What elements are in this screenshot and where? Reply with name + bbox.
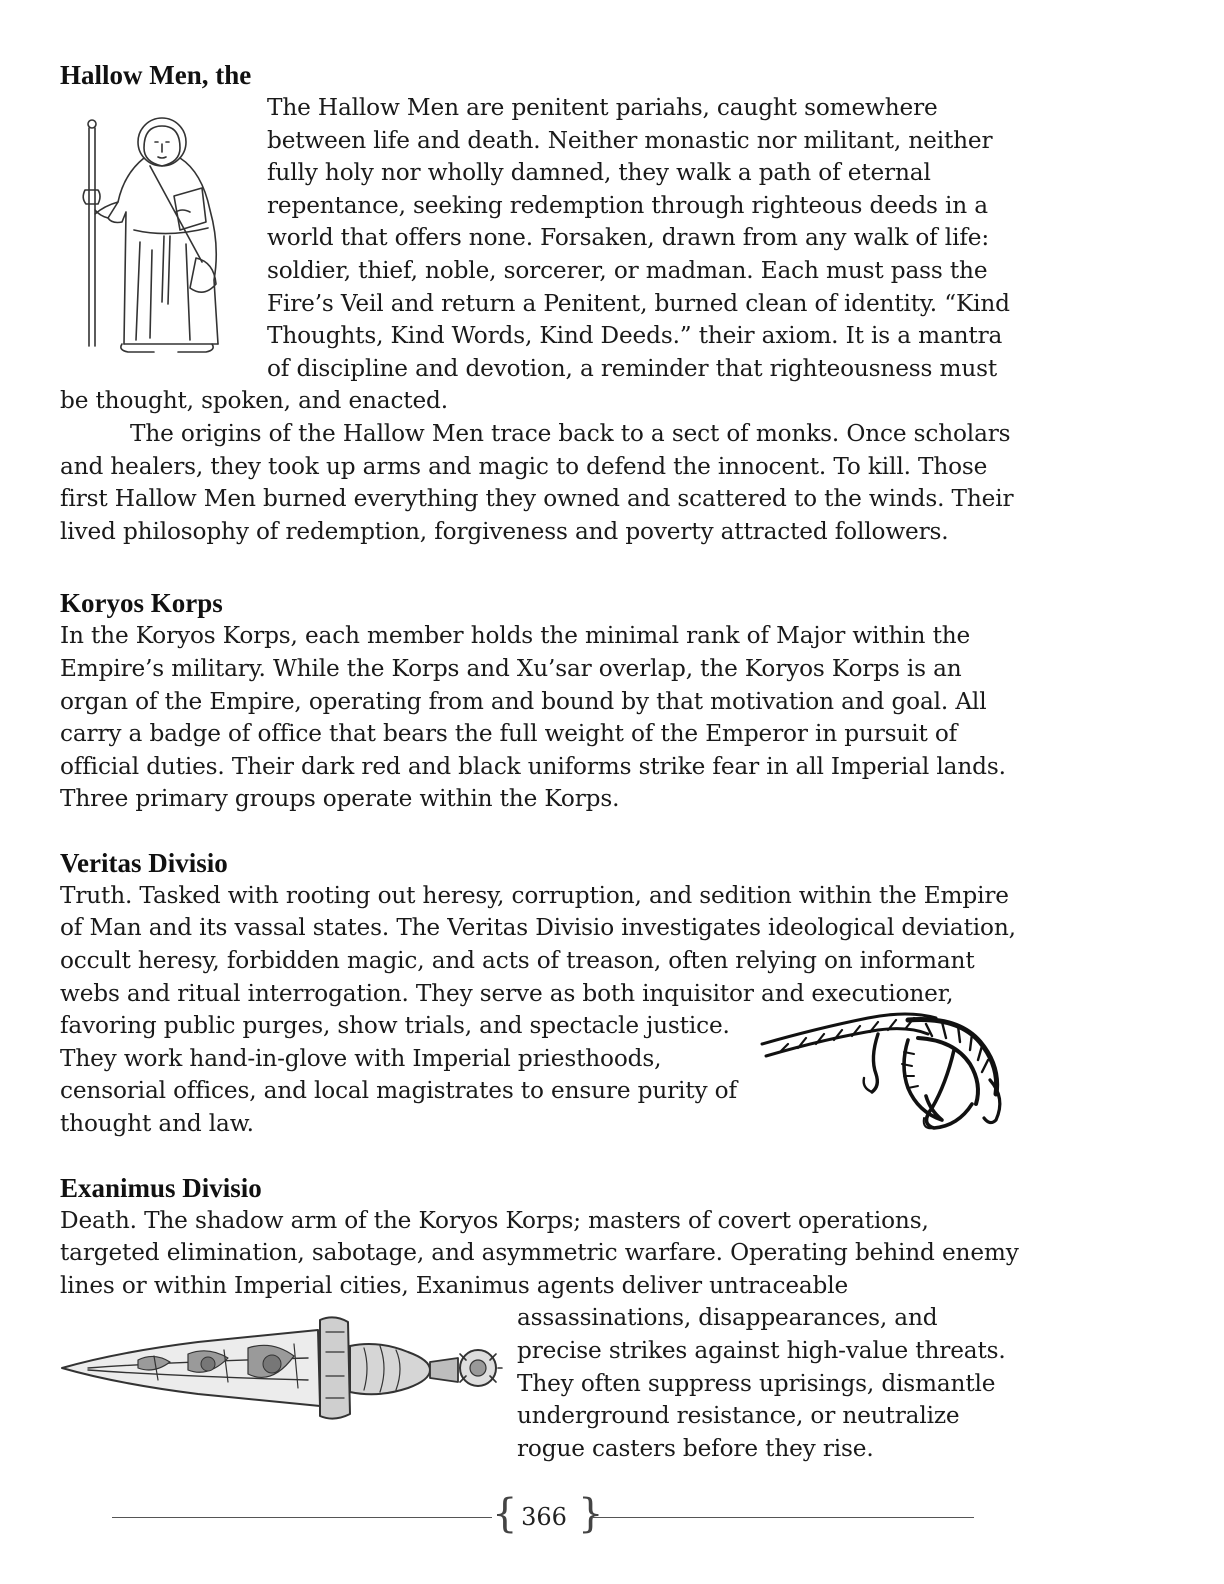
text-line: Truth. Tasked with rooting out heresy, corruption, and sedition within the Empire: [60, 881, 1009, 909]
text-line: occult heresy, forbidden magic, and acts of treason, often relying on informant: [60, 947, 975, 975]
text-line: rogue casters before they rise.: [517, 1434, 874, 1462]
monk-illustration: [78, 112, 230, 356]
text-line: webs and ritual interrogation. They serve as both inquisitor and executioner,: [60, 979, 954, 1007]
text-line: of discipline and devotion, a reminder that righteousness must: [267, 354, 998, 382]
left-brace-icon: {: [492, 1491, 518, 1537]
text-line: of Man and its vassal states. The Veritas Divisio investigates ideological deviation,: [60, 914, 1016, 942]
text-line: between life and death. Neither monastic nor militant, neither: [267, 126, 993, 154]
text-line: lived philosophy of redemption, forgiveness and poverty attracted followers.: [60, 517, 949, 545]
footer-rule-left: [112, 1517, 492, 1518]
text-line: In the Koryos Korps, each member holds the minimal rank of Major within the: [60, 622, 971, 650]
text-line: soldier, thief, noble, sorcerer, or madman. Each must pass the: [267, 256, 988, 284]
text-line: fully holy nor wholly damned, they walk a path of eternal: [267, 159, 931, 187]
text-line: They often suppress uprisings, dismantle: [517, 1369, 996, 1397]
page-footer: [112, 1491, 974, 1538]
text-line: Death. The shadow arm of the Koryos Korps; masters of covert operations,: [60, 1206, 929, 1234]
text-line: favoring public purges, show trials, and spectacle justice.: [60, 1012, 730, 1040]
text-line: Empire’s military. While the Korps and Xu’sar overlap, the Koryos Korps is an: [60, 654, 962, 682]
text-line: Three primary groups operate within the Korps.: [60, 785, 620, 813]
text-line: censorial offices, and local magistrates to ensure purity of: [60, 1077, 737, 1105]
right-brace-icon: }: [578, 1491, 604, 1537]
text-line: The Hallow Men are penitent pariahs, caught somewhere: [267, 94, 938, 121]
text-line: targeted elimination, sabotage, and asymmetric warfare. Operating behind enemy: [60, 1239, 1019, 1267]
text-line: world that offers none. Forsaken, drawn from any walk of life:: [267, 224, 990, 252]
text-line: first Hallow Men burned everything they owned and scattered to the winds. Their: [60, 485, 1014, 513]
heading-exanimus-divisio: Exanimus Divisio: [60, 1172, 262, 1203]
text-line: organ of the Empire, operating from and bound by that motivation and goal. All: [60, 687, 987, 715]
heading-koryos-korps: Koryos Korps: [60, 588, 223, 619]
text-line: thought and law.: [60, 1110, 254, 1138]
heading-veritas-divisio: Veritas Divisio: [60, 847, 228, 878]
text-line: assassinations, disappearances, and: [517, 1304, 938, 1332]
text-line: carry a badge of office that bears the full weight of the Emperor in pursuit of: [60, 720, 958, 748]
text-line: lines or within Imperial cities, Exanimus agents deliver untraceable: [60, 1271, 849, 1299]
text-line: Thoughts, Kind Words, Kind Deeds.” their axiom. It is a mantra: [267, 322, 1003, 350]
text-line: They work hand-in-glove with Imperial priesthoods,: [60, 1044, 662, 1072]
talon-illustration: [758, 1008, 1014, 1132]
page-number: 366: [521, 1503, 567, 1531]
heading-hallow-men: Hallow Men, the: [60, 60, 252, 90]
footer-rule-right: [592, 1517, 974, 1518]
text-line: precise strikes against high-value threats.: [517, 1337, 1006, 1364]
text-line: and healers, they took up arms and magic to defend the innocent. To kill. Those: [60, 452, 988, 480]
text-line: official duties. Their dark red and black uniforms strike fear in all Imperial lands.: [60, 752, 1006, 780]
text-line: The origins of the Hallow Men trace back to a sect of monks. Once scholars: [130, 419, 1011, 447]
paragraph-koryos-korps: [60, 620, 1170, 816]
text-line: be thought, spoken, and enacted.: [60, 387, 448, 415]
paragraph-hallow-men-2: [60, 418, 1170, 548]
text-line: underground resistance, or neutralize: [517, 1402, 960, 1430]
text-line: Fire’s Veil and return a Penitent, burned clean of identity. “Kind: [267, 289, 1010, 317]
text-line: repentance, seeking redemption through righteous deeds in a: [267, 191, 988, 219]
dagger-illustration: [58, 1312, 504, 1424]
